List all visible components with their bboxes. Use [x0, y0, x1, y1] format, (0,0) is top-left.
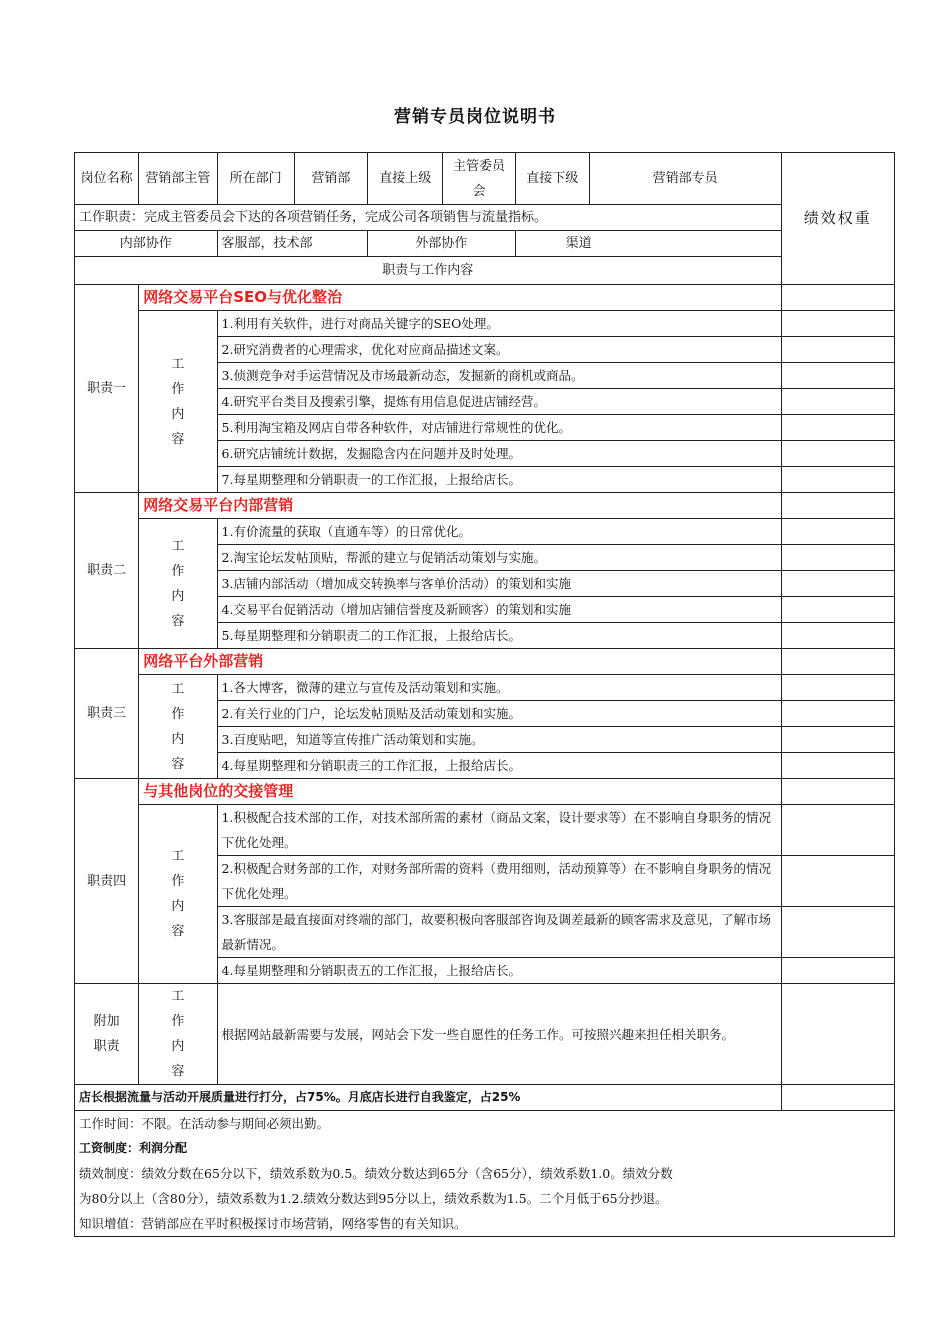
- duty-item: 3.侦测竞争对手运营情况及市场最新动态，发掘新的商机或商品。: [217, 363, 781, 389]
- duty-label: 职责一: [75, 285, 139, 493]
- duty-item: 7.每星期整理和分销职责一的工作汇报，上报给店长。: [217, 467, 781, 493]
- duty-title-row: [75, 649, 895, 675]
- duty-label: 职责四: [75, 779, 139, 984]
- work-content-label: 工作内容: [139, 675, 217, 779]
- duty-item-row: [75, 805, 895, 856]
- duty-item: 4.每星期整理和分销职责三的工作汇报，上报给店长。: [217, 753, 781, 779]
- duty-item: 4.每星期整理和分销职责五的工作汇报，上报给店长。: [217, 958, 781, 984]
- work-time-text: 工作时间：不限。在活动参与期间必须出勤。: [79, 1116, 330, 1131]
- duty-title: 网络平台外部营销: [139, 649, 781, 675]
- duty-title-row: [75, 285, 895, 311]
- weight-cell: [781, 389, 894, 415]
- weight-cell: [781, 493, 894, 519]
- weight-cell: [781, 675, 894, 701]
- duty-title-row: [75, 779, 895, 805]
- duty-item: 2.研究消费者的心理需求，优化对应商品描述文案。: [217, 337, 781, 363]
- weight-cell: [781, 701, 894, 727]
- duty-title: 与其他岗位的交接管理: [139, 779, 781, 805]
- knowledge-text: 知识增值：营销部应在平时积极探讨市场营销，网络零售的有关知识。: [79, 1216, 467, 1231]
- duty-title: 网络交易平台SEO与优化整治: [139, 285, 781, 311]
- duty-item: 1.利用有关软件，进行对商品关键字的SEO处理。: [217, 311, 781, 337]
- duty-item: 1.积极配合技术部的工作，对技术部所需的素材（商品文案，设计要求等）在不影响自身职务的情况下优化处理。: [217, 805, 781, 856]
- weight-cell: [781, 311, 894, 337]
- duty-item: 5.利用淘宝箱及网店自带各种软件，对店铺进行常规性的优化。: [217, 415, 781, 441]
- weight-cell: [781, 623, 894, 649]
- duty-item: 6.研究店铺统计数据，发掘隐含内在问题并及时处理。: [217, 441, 781, 467]
- duty-item: 1.有价流量的获取（直通车等）的日常优化。: [217, 519, 781, 545]
- duty-item: 1.各大博客，微薄的建立与宣传及活动策划和实施。: [217, 675, 781, 701]
- perf-text-line1: 绩效制度：绩效分数在65分以下，绩效系数为0.5。绩效分数达到65分（含65分），绩效系数1.0。绩效分数: [79, 1166, 673, 1181]
- duty-item-row: [75, 675, 895, 701]
- duty-label: 职责三: [75, 649, 139, 779]
- weight-cell: [781, 337, 894, 363]
- weight-cell: [781, 415, 894, 441]
- weight-cell: [781, 856, 894, 907]
- weight-label: 绩效权重: [781, 153, 894, 285]
- external-coop-value: 渠道: [515, 231, 781, 257]
- job-description-table: [74, 152, 895, 1237]
- weight-cell: [781, 597, 894, 623]
- salary-text: 工资制度：利润分配: [79, 1141, 188, 1155]
- work-content-label: 工作内容: [139, 805, 217, 984]
- duty-summary: 工作职责：完成主管委员会下达的各项营销任务，完成公司各项销售与流量指标。: [75, 205, 782, 231]
- work-content-label: 工作内容: [139, 311, 217, 493]
- extra-duty-label: 附加职责: [75, 984, 139, 1085]
- work-content-label: 工作内容: [139, 519, 217, 649]
- duty-item: 5.每星期整理和分销职责二的工作汇报，上报给店长。: [217, 623, 781, 649]
- weight-cell: [781, 958, 894, 984]
- duty-title-row: [75, 493, 895, 519]
- weight-cell: [781, 363, 894, 389]
- weight-cell: [781, 727, 894, 753]
- bottom-notes: [75, 1111, 895, 1237]
- weight-cell: [781, 285, 894, 311]
- duty-item: 3.店铺内部活动（增加成交转换率与客单价活动）的策划和实施: [217, 571, 781, 597]
- weight-cell: [781, 779, 894, 805]
- duty-item-row: [75, 311, 895, 337]
- position-value: 营销部主管: [139, 153, 217, 205]
- dept-label: 所在部门: [217, 153, 294, 205]
- internal-coop-value: 客服部，技术部: [217, 231, 368, 257]
- position-label: 岗位名称: [75, 153, 139, 205]
- dept-value: 营销部: [294, 153, 367, 205]
- superior-value: 主管委员会: [443, 153, 515, 205]
- duty-item: 3.客服部是最直接面对终端的部门，故要积极向客服部咨询及调差最新的顾客需求及意见，了解市场最新情况。: [217, 907, 781, 958]
- scoring-text: 店长根据流量与活动开展质量进行打分，占75%。月底店长进行自我鉴定，占25%: [75, 1085, 782, 1111]
- external-coop-label: 外部协作: [368, 231, 516, 257]
- extra-work-label: 工作内容: [139, 984, 217, 1085]
- duty-item: 2.淘宝论坛发帖顶贴，帮派的建立与促销活动策划与实施。: [217, 545, 781, 571]
- weight-cell: [781, 467, 894, 493]
- weight-cell: [781, 441, 894, 467]
- internal-coop-label: 内部协作: [75, 231, 218, 257]
- duty-title: 网络交易平台内部营销: [139, 493, 781, 519]
- scoring-row: [75, 1085, 895, 1111]
- duty-item: 4.交易平台促销活动（增加店铺信誉度及新顾客）的策划和实施: [217, 597, 781, 623]
- weight-cell: [781, 519, 894, 545]
- weight-cell: [781, 1085, 894, 1111]
- perf-text-line2: 为80分以上（含80分），绩效系数为1.2.绩效分数达到95分以上，绩效系数为1.5。二个月低于65分抄退。: [79, 1191, 668, 1206]
- duty-item: 2.有关行业的门户，论坛发帖顶贴及活动策划和实施。: [217, 701, 781, 727]
- subordinate-label: 直接下级: [515, 153, 589, 205]
- weight-cell: [781, 907, 894, 958]
- duty-item-row: [75, 519, 895, 545]
- duty-item: 2.积极配合财务部的工作，对财务部所需的资料（费用细则，活动预算等）在不影响自身职务的情况下优化处理。: [217, 856, 781, 907]
- bottom-row: [75, 1111, 895, 1237]
- page-title: 营销专员岗位说明书: [394, 107, 556, 127]
- section-header: 职责与工作内容: [75, 257, 782, 285]
- duty-label: 职责二: [75, 493, 139, 649]
- weight-cell: [781, 649, 894, 675]
- extra-duty-text: 根据网站最新需要与发展，网站会下发一些自愿性的任务工作。可按照兴趣来担任相关职务。: [217, 984, 781, 1085]
- weight-cell: [781, 753, 894, 779]
- duty-item: 4.研究平台类目及搜索引擎，提炼有用信息促进店铺经营。: [217, 389, 781, 415]
- weight-cell: [781, 545, 894, 571]
- weight-cell: [781, 571, 894, 597]
- subordinate-value: 营销部专员: [589, 153, 781, 205]
- superior-label: 直接上级: [368, 153, 443, 205]
- weight-cell: [781, 984, 894, 1085]
- extra-duty-row: [75, 984, 895, 1085]
- weight-cell: [781, 805, 894, 856]
- duty-item: 3.百度贴吧，知道等宣传推广活动策划和实施。: [217, 727, 781, 753]
